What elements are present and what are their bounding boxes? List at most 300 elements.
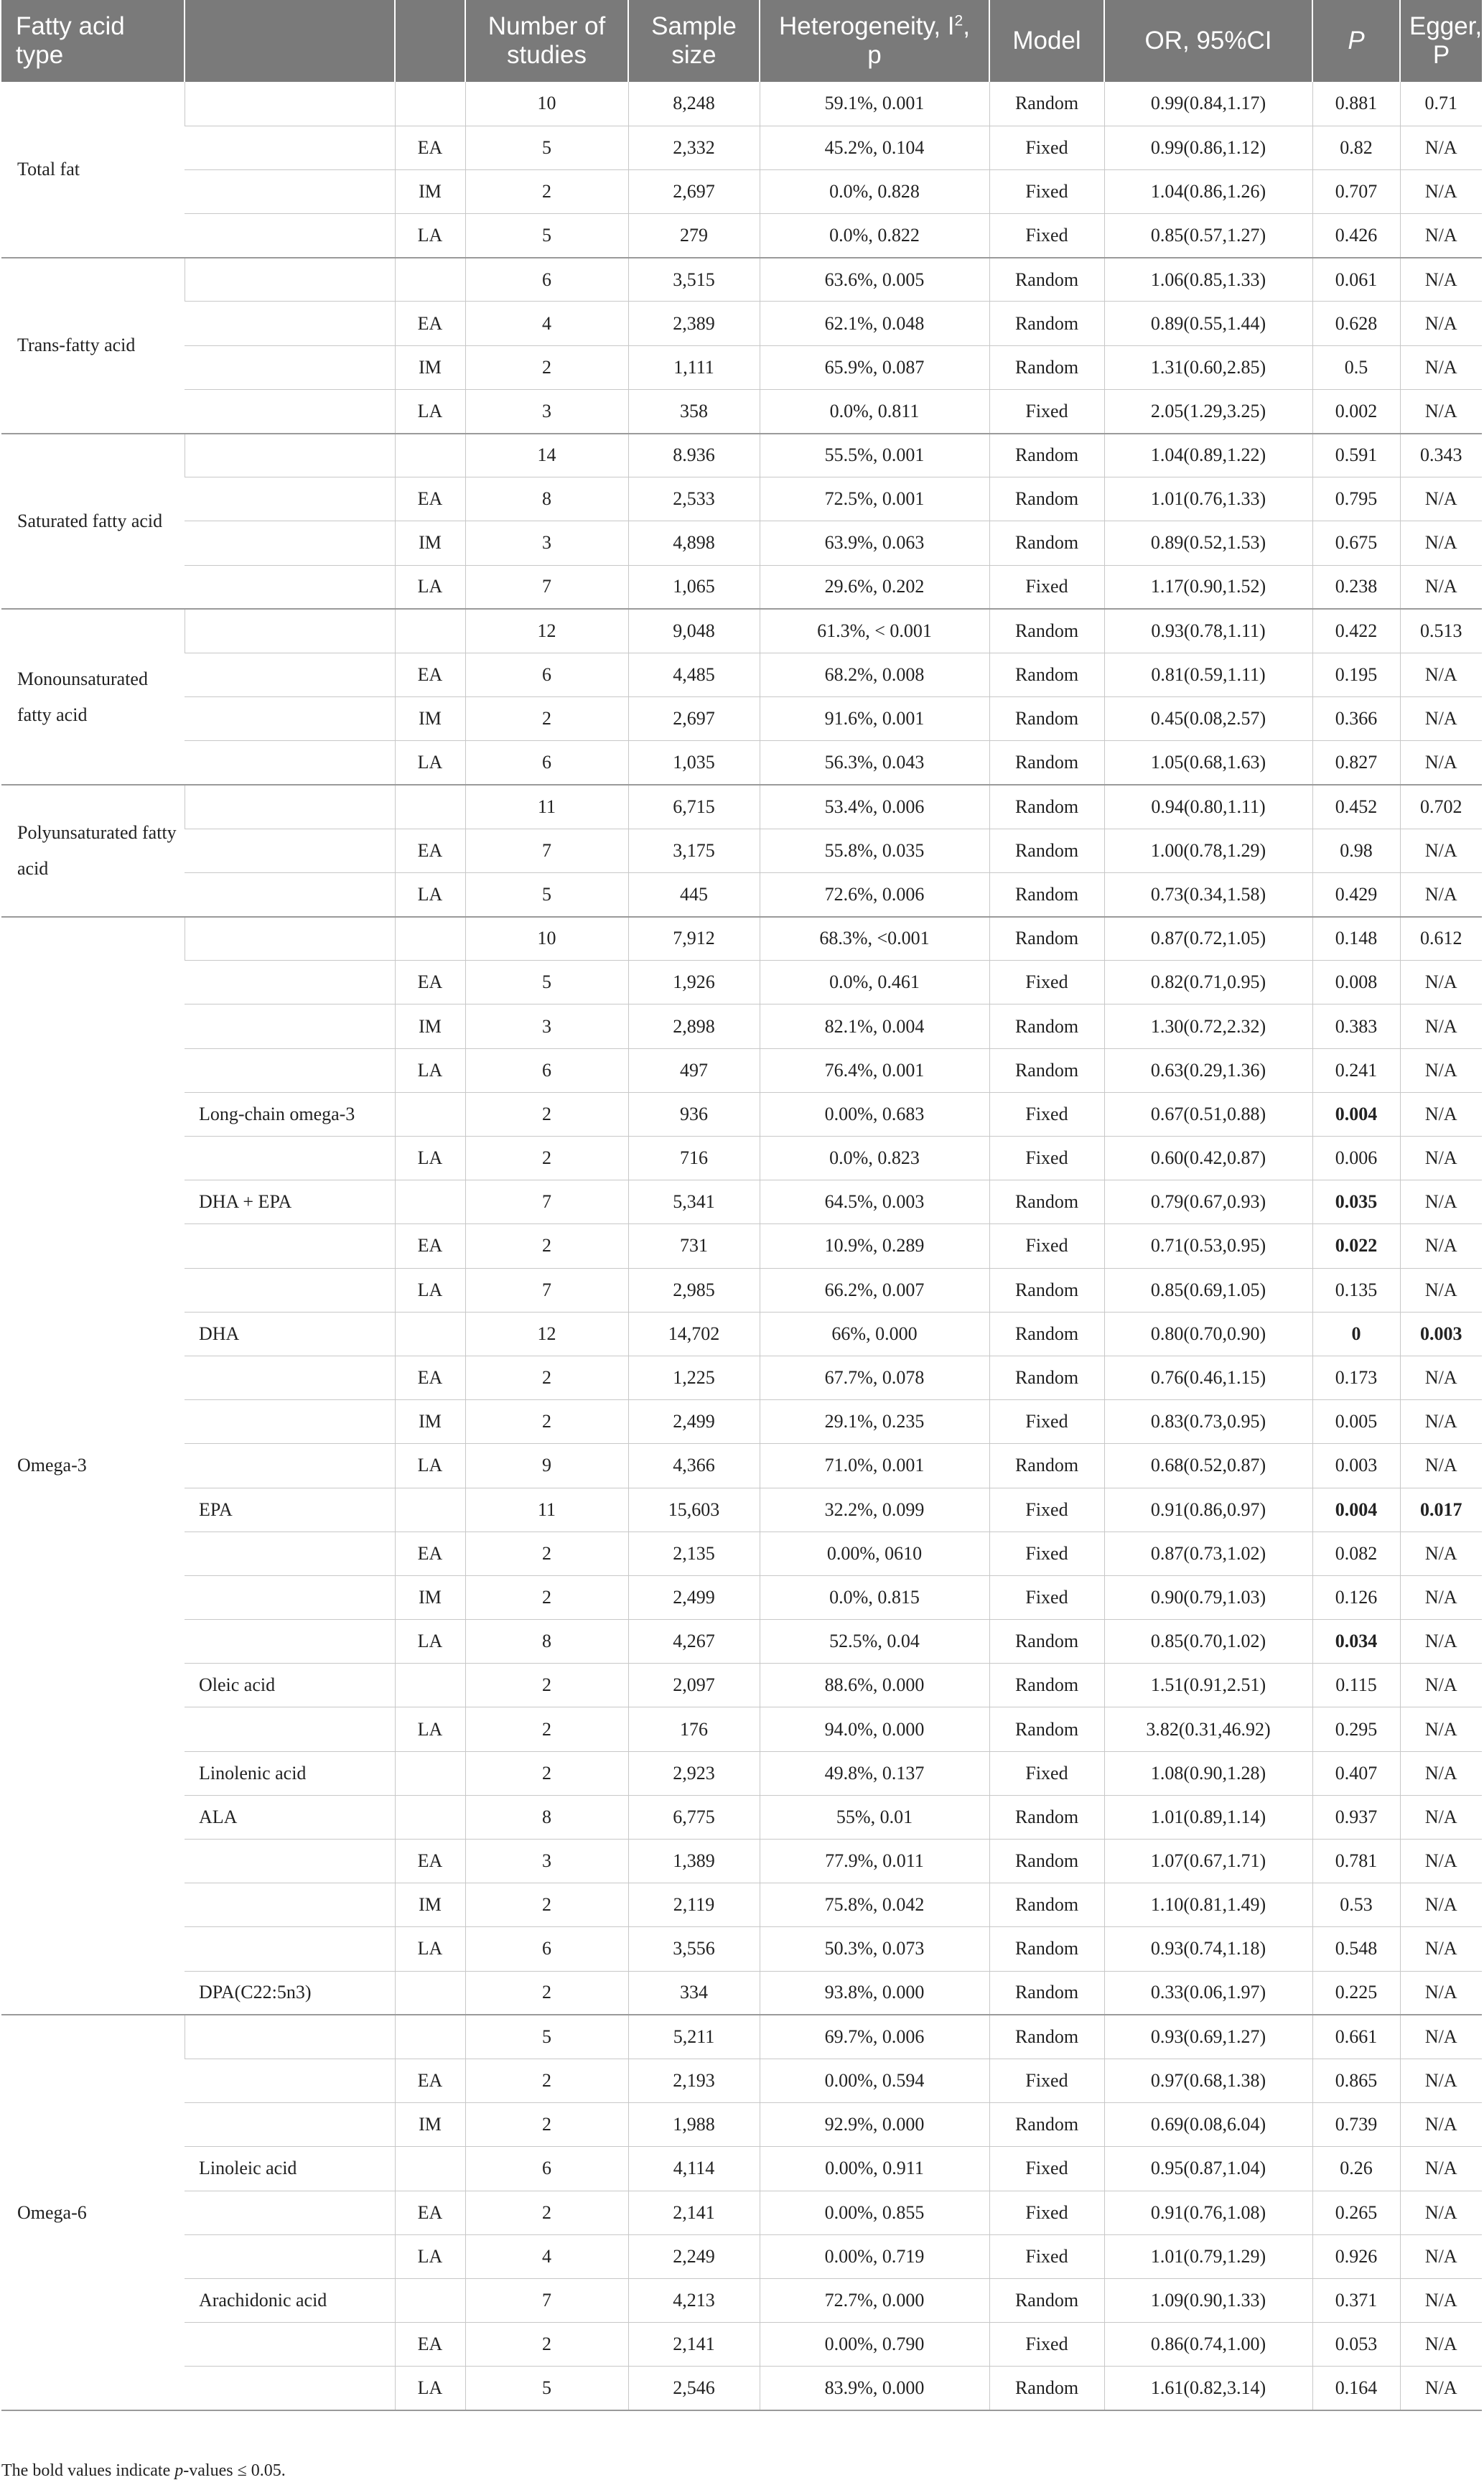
cell-p-value: 0.035 xyxy=(1312,1180,1400,1224)
cell-number-of-studies: 7 xyxy=(465,829,628,872)
cell-heterogeneity: 0.00%, 0.790 xyxy=(760,2323,989,2367)
cell-stage: EA xyxy=(395,2059,465,2102)
cell-subtype xyxy=(185,389,395,433)
cell-heterogeneity: 65.9%, 0.087 xyxy=(760,345,989,389)
cell-subtype xyxy=(185,1532,395,1575)
table-row xyxy=(1,1883,1482,1927)
cell-subtype xyxy=(185,1840,395,1883)
cell-p-value: 0.034 xyxy=(1312,1620,1400,1664)
cell-sample-size: 4,485 xyxy=(628,653,760,696)
cell-number-of-studies: 6 xyxy=(465,1927,628,1971)
cell-number-of-studies: 5 xyxy=(465,126,628,169)
cell-p-value: 0.126 xyxy=(1312,1575,1400,1619)
table-row xyxy=(1,1795,1482,1839)
table-row xyxy=(1,2278,1482,2322)
cell-sample-size: 936 xyxy=(628,1092,760,1136)
table-row xyxy=(1,741,1482,785)
cell-model: Random xyxy=(989,1620,1104,1664)
cell-number-of-studies: 6 xyxy=(465,741,628,785)
cell-sample-size: 1,035 xyxy=(628,741,760,785)
cell-number-of-studies: 4 xyxy=(465,302,628,345)
cell-p-value: 0.739 xyxy=(1312,2103,1400,2147)
cell-p-value: 0.002 xyxy=(1312,389,1400,433)
cell-stage: EA xyxy=(395,302,465,345)
cell-stage: EA xyxy=(395,1356,465,1399)
cell-egger-p: N/A xyxy=(1400,1927,1482,1971)
cell-subtype xyxy=(185,1224,395,1268)
cell-subtype: Arachidonic acid xyxy=(185,2278,395,2322)
cell-subtype xyxy=(185,477,395,521)
cell-stage xyxy=(395,1312,465,1356)
cell-or-ci: 1.61(0.82,3.14) xyxy=(1104,2367,1312,2410)
table-row xyxy=(1,917,1482,961)
cell-egger-p: N/A xyxy=(1400,2191,1482,2234)
cell-p-value: 0.004 xyxy=(1312,1092,1400,1136)
cell-model: Fixed xyxy=(989,2234,1104,2278)
cell-model: Random xyxy=(989,1971,1104,2015)
cell-egger-p: N/A xyxy=(1400,829,1482,872)
table-row xyxy=(1,1180,1482,1224)
cell-p-value: 0.225 xyxy=(1312,1971,1400,2015)
cell-number-of-studies: 5 xyxy=(465,2015,628,2059)
header-subtype xyxy=(185,0,395,82)
cell-subtype: Linoleic acid xyxy=(185,2147,395,2191)
cell-subtype xyxy=(185,653,395,696)
cell-subtype xyxy=(185,1004,395,1048)
cell-or-ci: 3.82(0.31,46.92) xyxy=(1104,1707,1312,1751)
cell-p-value: 0.238 xyxy=(1312,565,1400,609)
cell-model: Random xyxy=(989,258,1104,302)
cell-heterogeneity: 0.00%, 0.719 xyxy=(760,2234,989,2278)
cell-p-value: 0.148 xyxy=(1312,917,1400,961)
table-row xyxy=(1,785,1482,829)
cell-stage xyxy=(395,258,465,302)
cell-or-ci: 0.95(0.87,1.04) xyxy=(1104,2147,1312,2191)
cell-p-value: 0.006 xyxy=(1312,1137,1400,1180)
cell-heterogeneity: 83.9%, 0.000 xyxy=(760,2367,989,2410)
cell-number-of-studies: 6 xyxy=(465,258,628,302)
cell-stage xyxy=(395,2278,465,2322)
cell-heterogeneity: 29.6%, 0.202 xyxy=(760,565,989,609)
cell-sample-size: 2,697 xyxy=(628,169,760,213)
cell-subtype: EPA xyxy=(185,1488,395,1532)
cell-heterogeneity: 66%, 0.000 xyxy=(760,1312,989,1356)
cell-sample-size: 15,603 xyxy=(628,1488,760,1532)
cell-egger-p: N/A xyxy=(1400,1268,1482,1312)
cell-or-ci: 0.45(0.08,2.57) xyxy=(1104,697,1312,741)
cell-subtype xyxy=(185,785,395,829)
cell-sample-size: 445 xyxy=(628,872,760,916)
cell-model: Random xyxy=(989,1312,1104,1356)
cell-number-of-studies: 2 xyxy=(465,2103,628,2147)
cell-or-ci: 0.60(0.42,0.87) xyxy=(1104,1137,1312,1180)
cell-stage: LA xyxy=(395,565,465,609)
cell-egger-p: N/A xyxy=(1400,1620,1482,1664)
cell-egger-p: N/A xyxy=(1400,2323,1482,2367)
cell-heterogeneity: 52.5%, 0.04 xyxy=(760,1620,989,1664)
cell-subtype xyxy=(185,1268,395,1312)
cell-subtype xyxy=(185,1356,395,1399)
cell-number-of-studies: 8 xyxy=(465,477,628,521)
table-row xyxy=(1,1532,1482,1575)
cell-p-value: 0.022 xyxy=(1312,1224,1400,1268)
cell-or-ci: 0.76(0.46,1.15) xyxy=(1104,1356,1312,1399)
cell-sample-size: 2,119 xyxy=(628,1883,760,1927)
cell-number-of-studies: 7 xyxy=(465,2278,628,2322)
cell-or-ci: 1.51(0.91,2.51) xyxy=(1104,1664,1312,1707)
cell-egger-p: N/A xyxy=(1400,1664,1482,1707)
cell-p-value: 0.008 xyxy=(1312,961,1400,1004)
cell-p-value: 0 xyxy=(1312,1312,1400,1356)
cell-p-value: 0.371 xyxy=(1312,2278,1400,2322)
cell-sample-size: 176 xyxy=(628,1707,760,1751)
cell-egger-p: N/A xyxy=(1400,258,1482,302)
cell-stage: IM xyxy=(395,1004,465,1048)
cell-stage: LA xyxy=(395,1268,465,1312)
cell-heterogeneity: 32.2%, 0.099 xyxy=(760,1488,989,1532)
table-row xyxy=(1,389,1482,433)
cell-subtype xyxy=(185,521,395,565)
cell-model: Random xyxy=(989,2278,1104,2322)
cell-egger-p: 0.702 xyxy=(1400,785,1482,829)
cell-subtype xyxy=(185,829,395,872)
cell-stage: LA xyxy=(395,1444,465,1488)
cell-subtype: Linolenic acid xyxy=(185,1751,395,1795)
header-p-text: P xyxy=(1348,27,1365,55)
cell-model: Random xyxy=(989,697,1104,741)
cell-or-ci: 0.85(0.57,1.27) xyxy=(1104,214,1312,258)
cell-heterogeneity: 53.4%, 0.006 xyxy=(760,785,989,829)
cell-egger-p: N/A xyxy=(1400,1707,1482,1751)
cell-stage xyxy=(395,917,465,961)
cell-heterogeneity: 82.1%, 0.004 xyxy=(760,1004,989,1048)
cell-number-of-studies: 5 xyxy=(465,214,628,258)
cell-subtype xyxy=(185,434,395,477)
cell-sample-size: 6,775 xyxy=(628,1795,760,1839)
cell-p-value: 0.661 xyxy=(1312,2015,1400,2059)
header-heterogeneity-sup: 2 xyxy=(954,12,963,29)
cell-sample-size: 716 xyxy=(628,1137,760,1180)
cell-subtype xyxy=(185,2367,395,2410)
cell-heterogeneity: 0.0%, 0.461 xyxy=(760,961,989,1004)
cell-number-of-studies: 14 xyxy=(465,434,628,477)
header-egger: Egger, P xyxy=(1400,0,1482,82)
cell-number-of-studies: 2 xyxy=(465,697,628,741)
cell-subtype xyxy=(185,1883,395,1927)
cell-number-of-studies: 5 xyxy=(465,2367,628,2410)
cell-number-of-studies: 2 xyxy=(465,1137,628,1180)
cell-sample-size: 2,141 xyxy=(628,2191,760,2234)
cell-model: Random xyxy=(989,1795,1104,1839)
cell-stage: IM xyxy=(395,1400,465,1444)
cell-subtype xyxy=(185,2015,395,2059)
cell-or-ci: 0.93(0.69,1.27) xyxy=(1104,2015,1312,2059)
cell-or-ci: 0.87(0.72,1.05) xyxy=(1104,917,1312,961)
cell-model: Fixed xyxy=(989,1751,1104,1795)
cell-p-value: 0.265 xyxy=(1312,2191,1400,2234)
cell-p-value: 0.53 xyxy=(1312,1883,1400,1927)
cell-p-value: 0.591 xyxy=(1312,434,1400,477)
cell-heterogeneity: 69.7%, 0.006 xyxy=(760,2015,989,2059)
cell-subtype xyxy=(185,609,395,653)
header-heterogeneity-p: , p xyxy=(867,12,970,69)
cell-number-of-studies: 6 xyxy=(465,2147,628,2191)
table-row xyxy=(1,872,1482,916)
cell-number-of-studies: 2 xyxy=(465,1707,628,1751)
cell-number-of-studies: 10 xyxy=(465,82,628,126)
cell-sample-size: 2,193 xyxy=(628,2059,760,2102)
cell-or-ci: 0.80(0.70,0.90) xyxy=(1104,1312,1312,1356)
cell-egger-p: N/A xyxy=(1400,1400,1482,1444)
cell-group-name: Trans-fatty acid xyxy=(1,258,185,434)
cell-sample-size: 8.936 xyxy=(628,434,760,477)
cell-egger-p: N/A xyxy=(1400,1137,1482,1180)
cell-sample-size: 7,912 xyxy=(628,917,760,961)
table-row xyxy=(1,1137,1482,1180)
cell-group-name: Omega-6 xyxy=(1,2015,185,2410)
cell-model: Fixed xyxy=(989,169,1104,213)
cell-sample-size: 2,898 xyxy=(628,1004,760,1048)
cell-number-of-studies: 7 xyxy=(465,565,628,609)
cell-model: Fixed xyxy=(989,2059,1104,2102)
cell-egger-p: N/A xyxy=(1400,1048,1482,1092)
cell-egger-p: 0.343 xyxy=(1400,434,1482,477)
cell-or-ci: 1.08(0.90,1.28) xyxy=(1104,1751,1312,1795)
cell-egger-p: N/A xyxy=(1400,477,1482,521)
cell-heterogeneity: 49.8%, 0.137 xyxy=(760,1751,989,1795)
cell-egger-p: N/A xyxy=(1400,1840,1482,1883)
cell-sample-size: 9,048 xyxy=(628,609,760,653)
cell-p-value: 0.675 xyxy=(1312,521,1400,565)
cell-p-value: 0.383 xyxy=(1312,1004,1400,1048)
cell-egger-p: N/A xyxy=(1400,389,1482,433)
table-row xyxy=(1,477,1482,521)
cell-egger-p: N/A xyxy=(1400,1180,1482,1224)
cell-sample-size: 4,114 xyxy=(628,2147,760,2191)
cell-number-of-studies: 12 xyxy=(465,1312,628,1356)
cell-number-of-studies: 8 xyxy=(465,1795,628,1839)
cell-number-of-studies: 2 xyxy=(465,1971,628,2015)
cell-number-of-studies: 2 xyxy=(465,2059,628,2102)
header-model: Model xyxy=(989,0,1104,82)
cell-number-of-studies: 11 xyxy=(465,1488,628,1532)
cell-or-ci: 0.93(0.74,1.18) xyxy=(1104,1927,1312,1971)
cell-or-ci: 0.82(0.71,0.95) xyxy=(1104,961,1312,1004)
cell-sample-size: 1,065 xyxy=(628,565,760,609)
cell-p-value: 0.781 xyxy=(1312,1840,1400,1883)
cell-egger-p: N/A xyxy=(1400,2278,1482,2322)
cell-stage: EA xyxy=(395,1840,465,1883)
cell-or-ci: 1.01(0.79,1.29) xyxy=(1104,2234,1312,2278)
cell-number-of-studies: 2 xyxy=(465,1356,628,1399)
cell-or-ci: 0.83(0.73,0.95) xyxy=(1104,1400,1312,1444)
cell-egger-p: N/A xyxy=(1400,214,1482,258)
cell-or-ci: 0.89(0.52,1.53) xyxy=(1104,521,1312,565)
cell-egger-p: N/A xyxy=(1400,126,1482,169)
cell-egger-p: N/A xyxy=(1400,1575,1482,1619)
cell-number-of-studies: 8 xyxy=(465,1620,628,1664)
cell-stage: EA xyxy=(395,961,465,1004)
cell-number-of-studies: 2 xyxy=(465,1575,628,1619)
cell-subtype xyxy=(185,345,395,389)
cell-heterogeneity: 0.00%, 0.911 xyxy=(760,2147,989,2191)
cell-number-of-studies: 6 xyxy=(465,1048,628,1092)
cell-heterogeneity: 56.3%, 0.043 xyxy=(760,741,989,785)
cell-or-ci: 0.85(0.69,1.05) xyxy=(1104,1268,1312,1312)
table-row xyxy=(1,521,1482,565)
cell-p-value: 0.452 xyxy=(1312,785,1400,829)
cell-egger-p: N/A xyxy=(1400,302,1482,345)
cell-sample-size: 4,366 xyxy=(628,1444,760,1488)
cell-subtype xyxy=(185,741,395,785)
cell-stage: IM xyxy=(395,521,465,565)
cell-subtype xyxy=(185,169,395,213)
cell-sample-size: 1,389 xyxy=(628,1840,760,1883)
cell-p-value: 0.241 xyxy=(1312,1048,1400,1092)
cell-number-of-studies: 2 xyxy=(465,1400,628,1444)
cell-stage: IM xyxy=(395,169,465,213)
cell-model: Fixed xyxy=(989,2147,1104,2191)
cell-egger-p: 0.71 xyxy=(1400,82,1482,126)
table-row xyxy=(1,1268,1482,1312)
cell-stage: LA xyxy=(395,1620,465,1664)
cell-or-ci: 0.71(0.53,0.95) xyxy=(1104,1224,1312,1268)
cell-egger-p: N/A xyxy=(1400,741,1482,785)
footnote-text-post: -values ≤ 0.05. xyxy=(183,2461,286,2480)
table-row xyxy=(1,2234,1482,2278)
cell-subtype xyxy=(185,302,395,345)
table-row xyxy=(1,1488,1482,1532)
cell-p-value: 0.115 xyxy=(1312,1664,1400,1707)
cell-model: Random xyxy=(989,609,1104,653)
cell-stage: LA xyxy=(395,1137,465,1180)
cell-stage xyxy=(395,1751,465,1795)
cell-or-ci: 0.90(0.79,1.03) xyxy=(1104,1575,1312,1619)
cell-heterogeneity: 71.0%, 0.001 xyxy=(760,1444,989,1488)
cell-egger-p: 0.017 xyxy=(1400,1488,1482,1532)
cell-subtype xyxy=(185,214,395,258)
cell-p-value: 0.429 xyxy=(1312,872,1400,916)
cell-egger-p: N/A xyxy=(1400,2234,1482,2278)
cell-sample-size: 731 xyxy=(628,1224,760,1268)
cell-number-of-studies: 5 xyxy=(465,961,628,1004)
table-row xyxy=(1,697,1482,741)
cell-stage: LA xyxy=(395,872,465,916)
cell-number-of-studies: 2 xyxy=(465,345,628,389)
cell-sample-size: 3,515 xyxy=(628,258,760,302)
cell-model: Random xyxy=(989,1004,1104,1048)
table-row xyxy=(1,565,1482,609)
cell-model: Random xyxy=(989,653,1104,696)
table-row xyxy=(1,1840,1482,1883)
cell-stage: LA xyxy=(395,741,465,785)
cell-heterogeneity: 77.9%, 0.011 xyxy=(760,1840,989,1883)
cell-stage xyxy=(395,1180,465,1224)
table-row xyxy=(1,1751,1482,1795)
cell-p-value: 0.053 xyxy=(1312,2323,1400,2367)
cell-egger-p: N/A xyxy=(1400,1092,1482,1136)
cell-subtype xyxy=(185,126,395,169)
cell-or-ci: 0.99(0.84,1.17) xyxy=(1104,82,1312,126)
cell-subtype xyxy=(185,1444,395,1488)
cell-p-value: 0.005 xyxy=(1312,1400,1400,1444)
header-number-of-studies: Number of studies xyxy=(465,0,628,82)
header-fatty-acid-type: Fatty acid type xyxy=(1,0,185,82)
cell-or-ci: 0.79(0.67,0.93) xyxy=(1104,1180,1312,1224)
header-stage xyxy=(395,0,465,82)
cell-p-value: 0.98 xyxy=(1312,829,1400,872)
footnote-italic-p: p xyxy=(174,2461,184,2480)
header-heterogeneity xyxy=(760,0,989,82)
cell-or-ci: 1.07(0.67,1.71) xyxy=(1104,1840,1312,1883)
cell-number-of-studies: 2 xyxy=(465,1092,628,1136)
cell-egger-p: N/A xyxy=(1400,1795,1482,1839)
cell-egger-p: 0.612 xyxy=(1400,917,1482,961)
table-row xyxy=(1,1092,1482,1136)
header-p xyxy=(1312,0,1400,82)
cell-heterogeneity: 0.0%, 0.815 xyxy=(760,1575,989,1619)
cell-heterogeneity: 68.3%, <0.001 xyxy=(760,917,989,961)
cell-egger-p: N/A xyxy=(1400,1444,1482,1488)
cell-stage: LA xyxy=(395,1707,465,1751)
cell-egger-p: N/A xyxy=(1400,1883,1482,1927)
cell-subtype: DPA(C22:5n3) xyxy=(185,1971,395,2015)
cell-sample-size: 358 xyxy=(628,389,760,433)
cell-stage: EA xyxy=(395,1224,465,1268)
cell-sample-size: 6,715 xyxy=(628,785,760,829)
cell-stage: EA xyxy=(395,477,465,521)
cell-subtype xyxy=(185,1137,395,1180)
table-row xyxy=(1,2191,1482,2234)
cell-model: Random xyxy=(989,785,1104,829)
cell-group-name: Omega-3 xyxy=(1,917,185,2015)
cell-subtype: DHA + EPA xyxy=(185,1180,395,1224)
cell-p-value: 0.082 xyxy=(1312,1532,1400,1575)
cell-heterogeneity: 64.5%, 0.003 xyxy=(760,1180,989,1224)
cell-egger-p: N/A xyxy=(1400,2059,1482,2102)
cell-stage xyxy=(395,434,465,477)
cell-number-of-studies: 11 xyxy=(465,785,628,829)
table-row xyxy=(1,609,1482,653)
cell-number-of-studies: 2 xyxy=(465,1532,628,1575)
table-body xyxy=(1,82,1482,2410)
cell-subtype xyxy=(185,1048,395,1092)
cell-stage xyxy=(395,1488,465,1532)
cell-or-ci: 0.67(0.51,0.88) xyxy=(1104,1092,1312,1136)
cell-or-ci: 1.00(0.78,1.29) xyxy=(1104,829,1312,872)
cell-sample-size: 4,213 xyxy=(628,2278,760,2322)
cell-number-of-studies: 10 xyxy=(465,917,628,961)
cell-heterogeneity: 0.00%, 0.594 xyxy=(760,2059,989,2102)
cell-model: Random xyxy=(989,1840,1104,1883)
cell-or-ci: 0.73(0.34,1.58) xyxy=(1104,872,1312,916)
cell-model: Random xyxy=(989,2367,1104,2410)
cell-egger-p: N/A xyxy=(1400,2103,1482,2147)
cell-stage: LA xyxy=(395,1927,465,1971)
cell-sample-size: 5,211 xyxy=(628,2015,760,2059)
cell-subtype xyxy=(185,1707,395,1751)
cell-subtype xyxy=(185,872,395,916)
cell-p-value: 0.881 xyxy=(1312,82,1400,126)
cell-heterogeneity: 29.1%, 0.235 xyxy=(760,1400,989,1444)
cell-stage: IM xyxy=(395,2103,465,2147)
cell-or-ci: 0.85(0.70,1.02) xyxy=(1104,1620,1312,1664)
cell-stage xyxy=(395,82,465,126)
cell-sample-size: 2,135 xyxy=(628,1532,760,1575)
table-row xyxy=(1,2103,1482,2147)
table-row xyxy=(1,1707,1482,1751)
cell-number-of-studies: 12 xyxy=(465,609,628,653)
